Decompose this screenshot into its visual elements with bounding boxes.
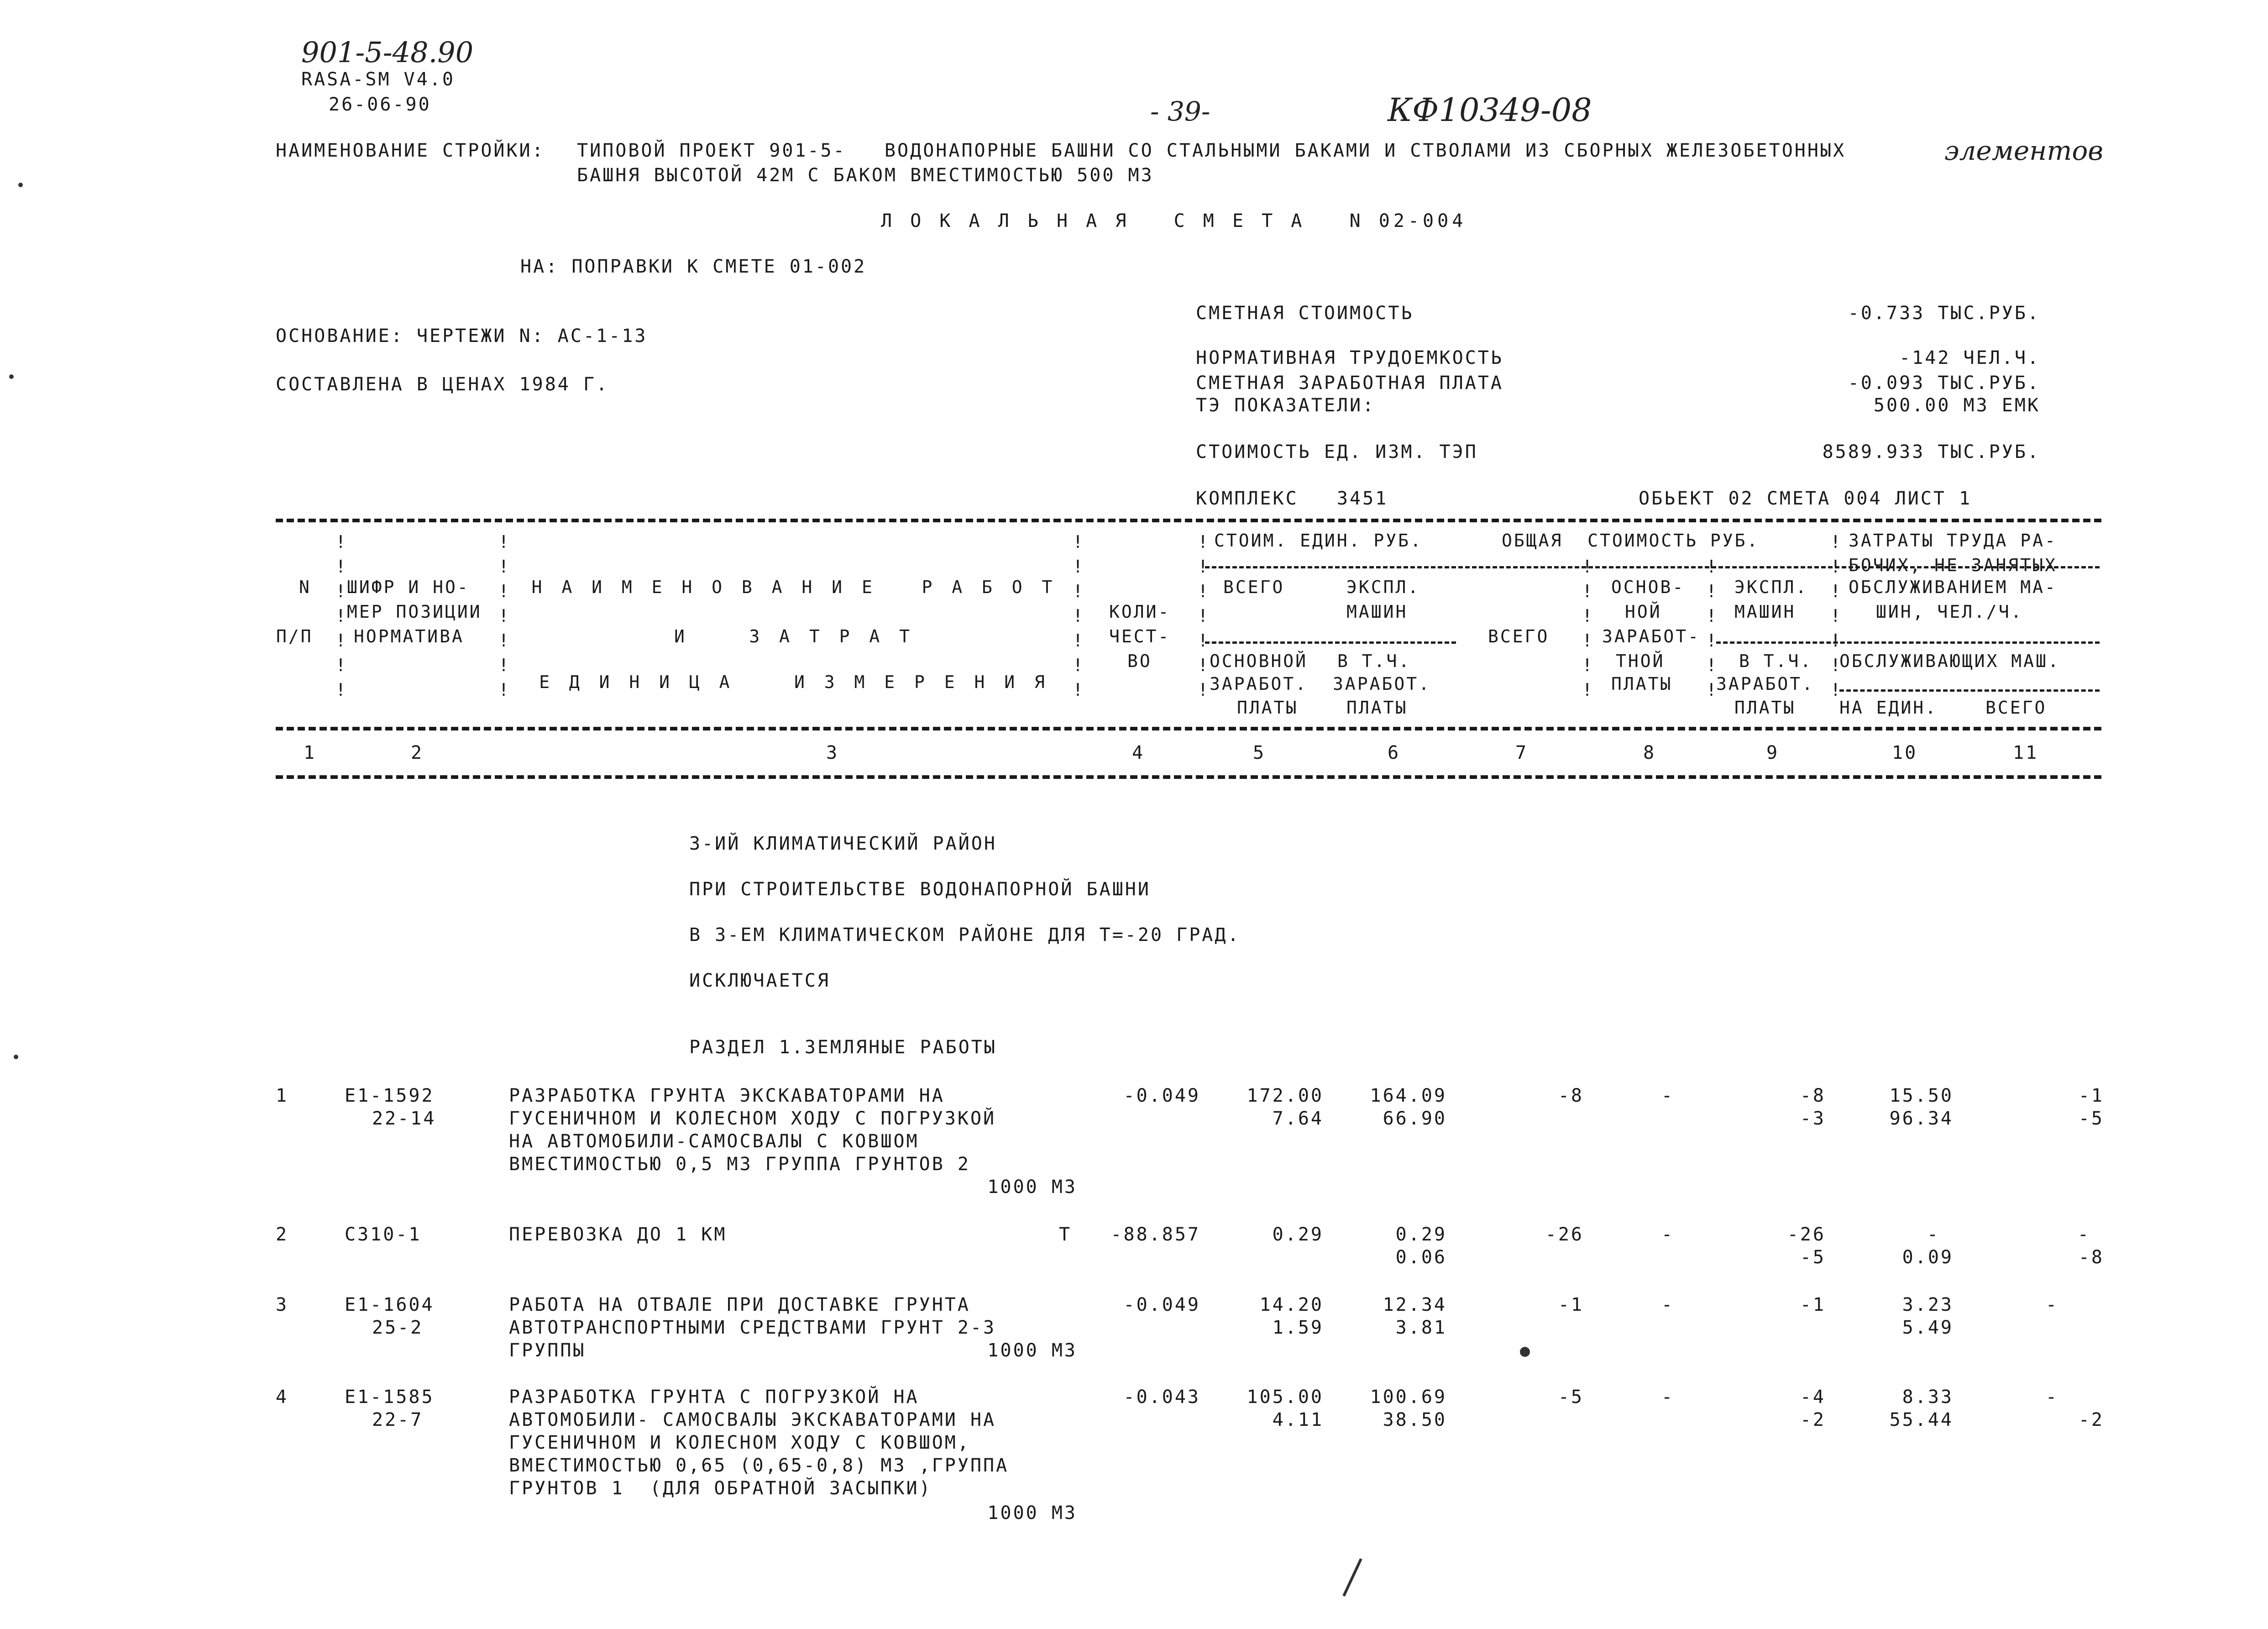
- row-total-machines: -1: [1800, 1294, 1826, 1315]
- section-title: РАЗДЕЛ 1.ЗЕМЛЯНЫЕ РАБОТЫ: [689, 1037, 997, 1058]
- header-total-all: ВСЕГО: [1488, 626, 1550, 646]
- row-labor-unit: -: [1927, 1224, 1940, 1245]
- header-total-incl: ПЛАТЫ: [1734, 698, 1796, 718]
- header-code: МЕР ПОЗИЦИИ: [347, 602, 482, 622]
- row-unit-cost: 0.29: [1272, 1224, 1324, 1245]
- header-unit-total: ВСЕГО: [1223, 577, 1285, 597]
- row-labor-unit: 0.09: [1902, 1247, 1954, 1268]
- handwritten-project-ref: 901-5-48.90: [301, 36, 474, 69]
- row-total: -8: [1558, 1085, 1584, 1106]
- row-labor-unit: 8.33: [1902, 1387, 1954, 1408]
- header-unit-cost: СТОИМ. ЕДИН. РУБ.: [1214, 531, 1423, 551]
- table-top-rule: [276, 519, 2101, 522]
- header-labor-total: ВСЕГО: [1985, 698, 2047, 718]
- pen-stroke: [1342, 1558, 1362, 1597]
- column-number: 10: [1892, 742, 1918, 763]
- header-name: Н А И М Е Н О В А Н И Е Р А Б О Т: [531, 577, 1057, 597]
- print-date: 26-06-90: [329, 94, 431, 115]
- header-total-basic: ТНОЙ: [1616, 651, 1665, 671]
- row-total-basic: -: [1661, 1085, 1675, 1106]
- row-unit: 1000 М3: [987, 1177, 1077, 1198]
- header-labor: ОБСЛУЖИВАЮЩИХ МАШ.: [1839, 651, 2060, 671]
- row-labor-total: -: [2045, 1387, 2058, 1408]
- row-unit-machines: 100.69: [1370, 1387, 1447, 1408]
- ink-speck: [1520, 1347, 1530, 1357]
- document-title: Л О К А Л Ь Н А Я С М Е Т А N 02-004: [881, 210, 1467, 231]
- row-number: 2: [276, 1224, 289, 1245]
- header-subrule: [1205, 566, 2100, 568]
- page-number: - 39-: [1150, 96, 1210, 127]
- header-total-machines: ЭКСПЛ.: [1734, 577, 1808, 597]
- row-qty: -0.049: [1123, 1085, 1200, 1106]
- row-name: ГУСЕНИЧНОМ И КОЛЕСНОМ ХОДУ С ПОГРУЗКОЙ: [509, 1108, 996, 1129]
- header-total-machines: МАШИН: [1734, 602, 1796, 622]
- row-name: АВТОМОБИЛИ- САМОСВАЛЫ ЭКСКАВАТОРАМИ НА: [509, 1409, 996, 1430]
- construction-line-2: БАШНЯ ВЫСОТОЙ 42М С БАКОМ ВМЕСТИМОСТЬЮ 500 М3: [577, 165, 1154, 186]
- row-number: 3: [276, 1294, 289, 1315]
- column-separator: ! ! ! ! ! ! !: [1073, 532, 1085, 700]
- row-code: Е1-1592: [345, 1085, 435, 1106]
- row-unit: 1000 М3: [987, 1503, 1077, 1524]
- row-code: 25-2: [372, 1317, 424, 1338]
- row-number: 4: [276, 1387, 289, 1408]
- note-line: В 3-ЕМ КЛИМАТИЧЕСКОМ РАЙОНЕ ДЛЯ Т=-20 ГРАД.: [689, 925, 1241, 946]
- header-code: НОРМАТИВА: [354, 626, 464, 646]
- header-qty: КОЛИ-: [1109, 602, 1171, 622]
- basis: ОСНОВАНИЕ: ЧЕРТЕЖИ N: АС-1-13: [276, 326, 648, 347]
- summary-label: СМЕТНАЯ ЗАРАБОТНАЯ ПЛАТА: [1196, 373, 1503, 394]
- prices-year: СОСТАВЛЕНА В ЦЕНАХ 1984 Г.: [276, 374, 609, 395]
- summary-value: 8589.933 ТЫС.РУБ.: [1822, 441, 2040, 462]
- handwritten-addition: элементов: [1944, 135, 2104, 166]
- row-labor-total: -1: [2078, 1085, 2104, 1106]
- row-total-basic: -: [1661, 1224, 1675, 1245]
- column-number: 6: [1388, 742, 1401, 763]
- row-labor-total: -: [2045, 1294, 2058, 1315]
- row-labor-total: -2: [2078, 1409, 2104, 1430]
- header-unit-machines: МАШИН: [1346, 602, 1408, 622]
- header-total-basic: ЗАРАБОТ-: [1602, 626, 1701, 646]
- row-qty: -0.043: [1123, 1387, 1200, 1408]
- header-subrule: [1205, 641, 1456, 644]
- column-separator: ! ! ! ! ! ! !: [1830, 532, 1843, 700]
- row-name: НА АВТОМОБИЛИ-САМОСВАЛЫ С КОВШОМ: [509, 1131, 919, 1152]
- column-number: 1: [304, 742, 317, 763]
- header-labor: ОБСЛУЖИВАНИЕМ МА-: [1849, 577, 2057, 597]
- row-unit-cost: 14.20: [1259, 1294, 1324, 1315]
- column-number: 4: [1132, 742, 1145, 763]
- header-total-incl: ЗАРАБОТ.: [1716, 674, 1815, 694]
- row-name: РАЗРАБОТКА ГРУНТА ЭКСКАВАТОРАМИ НА: [509, 1085, 945, 1106]
- construction-label: НАИМЕНОВАНИЕ СТРОЙКИ:: [276, 140, 545, 161]
- column-number: 3: [826, 742, 839, 763]
- row-labor-unit: 55.44: [1889, 1409, 1954, 1430]
- column-separator: ! ! ! ! ! !: [1582, 557, 1594, 700]
- row-total-incl: -2: [1800, 1409, 1826, 1430]
- header-subrule: [1716, 641, 2100, 644]
- header-labor: ЗАТРАТЫ ТРУДА РА-: [1849, 531, 2057, 551]
- header-n: N: [299, 577, 311, 597]
- for-line: НА: ПОПРАВКИ К СМЕТЕ 01-002: [520, 256, 867, 277]
- column-separator: ! ! ! ! ! ! !: [1198, 532, 1210, 700]
- header-unit-incl: В Т.Ч.: [1337, 651, 1411, 671]
- header-total-basic: НОЙ: [1625, 602, 1662, 622]
- row-total-machines: -4: [1800, 1387, 1826, 1408]
- header-bottom-rule: [276, 727, 2101, 730]
- summary-value: -0.733 ТЫС.РУБ.: [1848, 303, 2040, 324]
- row-code: С310-1: [345, 1224, 422, 1245]
- ink-speck: [18, 183, 23, 187]
- row-code: Е1-1585: [345, 1387, 435, 1408]
- row-unit-cost: 172.00: [1247, 1085, 1324, 1106]
- row-unit-machines: 12.34: [1383, 1294, 1447, 1315]
- header-n-sub: П/П: [276, 626, 313, 646]
- row-name: ВМЕСТИМОСТЬЮ 0,5 М3 ГРУППА ГРУНТОВ 2: [509, 1154, 970, 1175]
- summary-label: ТЭ ПОКАЗАТЕЛИ:: [1196, 395, 1376, 416]
- header-unit: Е Д И Н И Ц А И З М Е Р Е Н И Я: [539, 672, 1049, 692]
- summary-label: НОРМАТИВНАЯ ТРУДОЕМКОСТЬ: [1196, 347, 1503, 368]
- row-name: АВТОТРАНСПОРТНЫМИ СРЕДСТВАМИ ГРУНТ 2-3: [509, 1317, 996, 1338]
- header-labor: БОЧИХ, НЕ ЗАНЯТЫХ: [1849, 555, 2057, 575]
- row-code: 22-14: [372, 1108, 436, 1129]
- column-number: 8: [1643, 742, 1656, 763]
- ink-speck: [14, 1055, 18, 1059]
- row-total-basic: -: [1661, 1294, 1675, 1315]
- header-total-basic: ПЛАТЫ: [1611, 674, 1673, 694]
- column-separator: ! ! ! ! ! ! !: [335, 532, 348, 700]
- construction-line-1: ТИПОВОЙ ПРОЕКТ 901-5- ВОДОНАПОРНЫЕ БАШНИ СО СТАЛЬНЫМИ БАКАМИ И СТВОЛАМИ ИЗ СБОРНЫХ ЖЕЛЕЗОБЕТОННЫХ: [577, 140, 1846, 161]
- row-labor-unit: 15.50: [1889, 1085, 1954, 1106]
- row-unit-incl: 0.06: [1395, 1247, 1447, 1268]
- note-line: ПРИ СТРОИТЕЛЬСТВЕ ВОДОНАПОРНОЙ БАШНИ: [689, 879, 1151, 900]
- row-unit: Т: [1059, 1224, 1072, 1245]
- header-subrule: [1839, 689, 2100, 692]
- row-unit-basic: 7.64: [1272, 1108, 1324, 1129]
- row-total-machines: -8: [1800, 1085, 1826, 1106]
- system-label: RASA-SM V4.0: [301, 69, 455, 90]
- row-name: ВМЕСТИМОСТЬЮ 0,65 (0,65-0,8) М3 ,ГРУППА: [509, 1455, 1009, 1476]
- header-unit-basic: ЗАРАБОТ.: [1210, 674, 1308, 694]
- row-labor-total: -: [2077, 1224, 2090, 1245]
- row-labor-total: -8: [2078, 1247, 2104, 1268]
- row-code: Е1-1604: [345, 1294, 435, 1315]
- row-unit-basic: 1.59: [1272, 1317, 1324, 1338]
- row-unit-machines: 164.09: [1370, 1085, 1447, 1106]
- header-unit-basic: ОСНОВНОЙ: [1210, 651, 1308, 671]
- column-separator: ! ! ! ! ! !: [1706, 557, 1718, 700]
- header-unit-incl: ПЛАТЫ: [1346, 698, 1408, 718]
- note-line: 3-ИЙ КЛИМАТИЧЕСКИЙ РАЙОН: [689, 833, 997, 854]
- summary-value: -142 ЧЕЛ.Ч.: [1899, 347, 2040, 368]
- row-labor-unit: 3.23: [1902, 1294, 1954, 1315]
- row-qty: -0.049: [1123, 1294, 1200, 1315]
- row-name: ПЕРЕВОЗКА ДО 1 КМ: [509, 1224, 727, 1245]
- row-labor-unit: 5.49: [1902, 1317, 1954, 1338]
- summary-label: СТОИМОСТЬ ЕД. ИЗМ. ТЭП: [1196, 441, 1478, 462]
- header-labor-unit: НА ЕДИН.: [1839, 698, 1938, 718]
- row-unit-incl: 66.90: [1383, 1108, 1447, 1129]
- document-code: КФ10349-08: [1388, 91, 1592, 129]
- header-unit-incl: ЗАРАБОТ.: [1333, 674, 1431, 694]
- header-labor: ШИН, ЧЕЛ./Ч.: [1876, 602, 2023, 622]
- header-total-cost: ОБЩАЯ СТОИМОСТЬ РУБ.: [1502, 531, 1760, 551]
- header-total-basic: ОСНОВ-: [1611, 577, 1685, 597]
- header-code: ШИФР И НО-: [347, 577, 470, 597]
- row-number: 1: [276, 1085, 289, 1106]
- row-name: РАЗРАБОТКА ГРУНТА С ПОГРУЗКОЙ НА: [509, 1387, 919, 1408]
- column-number: 2: [411, 742, 424, 763]
- summary-value: -0.093 ТЫС.РУБ.: [1848, 373, 2040, 394]
- row-total: -1: [1558, 1294, 1584, 1315]
- row-unit-machines: 0.29: [1395, 1224, 1447, 1245]
- summary-value: 500.00 М3 ЕМК: [1873, 395, 2040, 416]
- row-name: РАБОТА НА ОТВАЛЕ ПРИ ДОСТАВКЕ ГРУНТА: [509, 1294, 970, 1315]
- row-unit-cost: 105.00: [1247, 1387, 1324, 1408]
- column-separator: ! ! ! ! ! ! !: [498, 532, 511, 700]
- summary-label: СМЕТНАЯ СТОИМОСТЬ: [1196, 303, 1414, 324]
- header-qty: ЧЕСТ-: [1109, 626, 1171, 646]
- row-unit: 1000 М3: [987, 1340, 1077, 1361]
- complex-line: КОМПЛЕКС 3451: [1196, 488, 1388, 509]
- row-total-incl: -5: [1800, 1247, 1826, 1268]
- header-total-incl: В Т.Ч.: [1739, 651, 1813, 671]
- row-unit-basic: 4.11: [1272, 1409, 1324, 1430]
- row-total: -5: [1558, 1387, 1584, 1408]
- row-qty: -88.857: [1110, 1224, 1200, 1245]
- row-name: ГУСЕНИЧНОМ И КОЛЕСНОМ ХОДУ С КОВШОМ,: [509, 1432, 970, 1453]
- row-labor-unit: 96.34: [1889, 1108, 1954, 1129]
- row-total-machines: -26: [1787, 1224, 1826, 1245]
- column-number: 5: [1253, 742, 1266, 763]
- row-code: 22-7: [372, 1409, 424, 1430]
- note-line: ИСКЛЮЧАЕТСЯ: [689, 970, 830, 991]
- row-name: ГРУНТОВ 1 (ДЛЯ ОБРАТНОЙ ЗАСЫПКИ): [509, 1478, 932, 1499]
- row-total-basic: -: [1661, 1387, 1675, 1408]
- header-name: И З А Т Р А Т: [674, 626, 915, 646]
- column-number: 9: [1766, 742, 1780, 763]
- numbers-bottom-rule: [276, 775, 2101, 779]
- header-unit-machines: ЭКСПЛ.: [1346, 577, 1420, 597]
- row-labor-total: -5: [2078, 1108, 2104, 1129]
- column-number: 11: [2013, 742, 2039, 763]
- row-total: -26: [1545, 1224, 1584, 1245]
- row-unit-incl: 3.81: [1395, 1317, 1447, 1338]
- row-total-incl: -3: [1800, 1108, 1826, 1129]
- header-qty: ВО: [1127, 651, 1152, 671]
- column-number: 7: [1515, 742, 1529, 763]
- row-unit-incl: 38.50: [1383, 1409, 1447, 1430]
- header-unit-basic: ПЛАТЫ: [1237, 698, 1299, 718]
- object-line: ОБЬЕКТ 02 СМЕТА 004 ЛИСТ 1: [1639, 488, 1972, 509]
- ink-speck: [9, 374, 14, 379]
- row-name: ГРУППЫ: [509, 1340, 586, 1361]
